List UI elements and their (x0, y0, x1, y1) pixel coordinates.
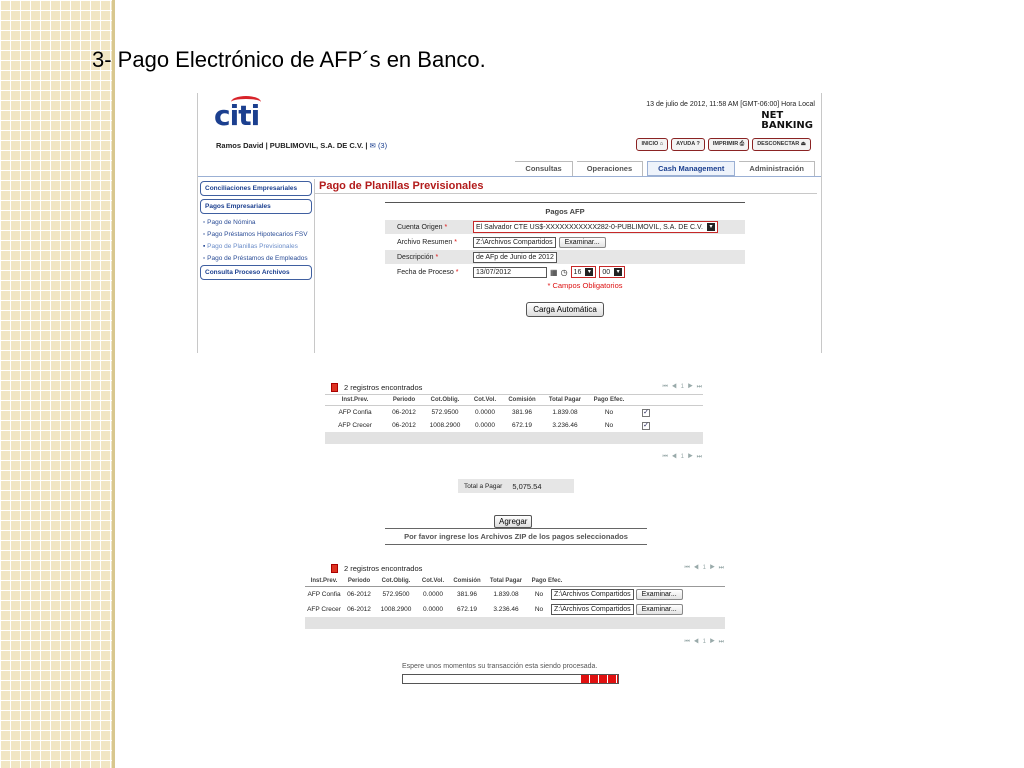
carga-automatica-button[interactable]: Carga Automática (526, 302, 604, 317)
chevron-down-icon: ▾ (707, 223, 715, 231)
total-box (458, 479, 574, 493)
desconectar-button[interactable]: DESCONECTAR ⏏ (752, 138, 811, 151)
imprimir-button[interactable]: IMPRIMIR ⎙ (708, 138, 749, 151)
tab-consultas[interactable]: Consultas (515, 161, 572, 176)
help-icon: ? (696, 141, 700, 147)
table-row: AFP Crecer 06-2012 1008.2900 0.0000 672.19 3.236.46 No Z:\Archivos Compartidos Examinar... (305, 602, 725, 617)
tab-administracion[interactable]: Administración (739, 161, 815, 176)
table-header: Inst.Prev. Periodo Cot.Oblig. Cot.Vol. Comisión Total Pagar Pago Efec. (325, 394, 703, 406)
total-label: Total a Pagar (464, 482, 503, 490)
bullet-icon: ▫ (203, 219, 208, 226)
minute-select[interactable]: 00 ▾ (599, 266, 625, 278)
row-archivo: Archivo Resumen * Z:\Archivos Compartidos Examinar... (385, 235, 745, 249)
pager[interactable]: ⏮ ◀ 1 ▶ ⏭ (684, 564, 725, 571)
agregar-button[interactable]: Agregar (494, 515, 532, 528)
results-count: 2 registros encontrados ⏮ ◀ 1 ▶ ⏭ (325, 380, 703, 394)
file-path-input[interactable]: Z:\Archivos Compartidos (551, 589, 634, 600)
user-bar (216, 141, 387, 150)
clock-icon: ◷ (560, 267, 568, 277)
file-path-input[interactable]: Z:\Archivos Compartidos (551, 604, 634, 615)
waiting-message: Espere unos momentos su transacción esta siendo procesada. (402, 663, 598, 670)
tab-operaciones[interactable]: Operaciones (577, 161, 643, 176)
mail-icon[interactable]: ✉ (369, 141, 376, 150)
bullet-icon: ▪ (203, 243, 208, 250)
bullet-icon: ▫ (203, 255, 208, 262)
document-icon (331, 383, 338, 392)
row-cuenta: Cuenta Origen * El Salvador CTE US$-XXXXXXXXXXX282-0-PUBLIMOVIL, S.A. DE C.V. ▾ (385, 220, 745, 234)
required-note: * Campos Obligatorios (547, 281, 623, 290)
row-descripcion: Descripción * de AFp de Junio de 2012 (385, 250, 745, 264)
hour-select[interactable]: 16 ▾ (571, 266, 597, 278)
cuenta-origen-select[interactable]: El Salvador CTE US$-XXXXXXXXXXX282-0-PUBLIMOVIL, S.A. DE C.V. ▾ (473, 221, 718, 233)
fecha-input[interactable]: 13/07/2012 (473, 267, 547, 278)
results-table (325, 380, 703, 464)
descripcion-input[interactable]: de AFp de Junio de 2012 (473, 252, 557, 263)
total-value: 5,075.54 (512, 481, 542, 491)
table-footer-bar (305, 617, 725, 629)
inicio-button[interactable]: INICIO ⌂ (636, 138, 668, 151)
form-title: Pagos AFP (385, 202, 745, 220)
sidebar-item-nomina[interactable]: ▫ Pago de Nómina (203, 219, 256, 226)
datetime: 13 de julio de 2012, 11:58 AM [GMT-06:00] Hora Local (646, 101, 815, 108)
row-checkbox[interactable]: ✓ (643, 408, 649, 416)
print-icon: ⎙ (739, 141, 745, 147)
citi-logo: citi (214, 99, 260, 132)
content-panel (314, 179, 817, 353)
pager[interactable]: ⏮ ◀ 1 ▶ ⏭ (662, 453, 703, 460)
results-table-files (305, 561, 725, 649)
examinar-button[interactable]: Examinar... (636, 604, 683, 615)
examinar-button[interactable]: Examinar... (636, 589, 683, 600)
slide-title: 3- Pago Electrónico de AFP´s en Banco. (92, 47, 486, 72)
pagos-afp-form (385, 202, 745, 317)
page-title: Pago de Planillas Previsionales (315, 179, 817, 194)
table-footer-bar (325, 432, 703, 444)
user-info: Ramos David | PUBLIMOVIL, S.A. DE C.V. | (216, 141, 368, 150)
sidebar (200, 181, 312, 283)
examinar-button[interactable]: Examinar... (559, 237, 606, 248)
zip-note: Por favor ingrese los Archivos ZIP de los pagos seleccionados (385, 528, 647, 545)
progress-fill (581, 675, 618, 683)
home-icon: ⌂ (659, 141, 664, 147)
sidebar-section-consulta[interactable]: Consulta Proceso Archivos (200, 265, 312, 280)
archivo-resumen-input[interactable]: Z:\Archivos Compartidos (473, 237, 556, 248)
tab-cash-management[interactable]: Cash Management (647, 161, 735, 176)
results-count: 2 registros encontrados ⏮ ◀ 1 ▶ ⏭ (305, 561, 725, 575)
sidebar-section-conciliaciones[interactable]: Conciliaciones Empresariales (200, 181, 312, 196)
pager[interactable]: ⏮ ◀ 1 ▶ ⏭ (684, 638, 725, 645)
document-icon (331, 564, 338, 573)
pager[interactable]: ⏮ ◀ 1 ▶ ⏭ (662, 383, 703, 390)
sidebar-section-pagos[interactable]: Pagos Empresariales (200, 199, 312, 214)
table-row: AFP Crecer 06-2012 1008.2900 0.0000 672.19 3.236.46 No ✓ (338, 421, 649, 429)
calendar-icon[interactable]: ▦ (550, 267, 558, 277)
progress-bar (402, 674, 619, 684)
message-count[interactable]: (3) (377, 141, 388, 150)
table-header: Inst.Prev. Periodo Cot.Oblig. Cot.Vol. Comisión Total Pagar Pago Efec. (305, 575, 725, 587)
ayuda-button[interactable]: AYUDA ? (671, 138, 705, 151)
top-buttons (636, 138, 811, 151)
net-banking-window (197, 93, 822, 353)
bullet-icon: ▫ (203, 231, 208, 238)
row-fecha: Fecha de Proceso * 13/07/2012 ▦ ◷ 16 ▾ 00 ▾ (385, 265, 745, 279)
sidebar-item-prestamos[interactable]: ▫ Pago de Préstamos de Empleados (203, 255, 308, 262)
chevron-down-icon: ▾ (614, 268, 622, 276)
logout-icon: ⏏ (800, 141, 806, 147)
row-checkbox[interactable]: ✓ (643, 421, 649, 429)
decorative-strip (0, 0, 115, 768)
strip-edge (112, 0, 115, 768)
sidebar-item-hipotecarios[interactable]: ▫ Pago Préstamos Hipotecarios FSV (203, 231, 308, 238)
table-row: AFP Confia 06-2012 572.9500 0.0000 381.96 1.839.08 No ✓ (338, 408, 649, 416)
sidebar-item-planillas[interactable]: ▪ Pago de Planillas Previsionales (203, 243, 298, 250)
net-banking-logo: NET BANKING (761, 110, 813, 131)
table-row: AFP Confia 06-2012 572.9500 0.0000 381.96 1.839.08 No Z:\Archivos Compartidos Examinar... (305, 587, 725, 602)
chevron-down-icon: ▾ (585, 268, 593, 276)
tab-underline (198, 176, 821, 177)
main-tabs (515, 161, 815, 176)
